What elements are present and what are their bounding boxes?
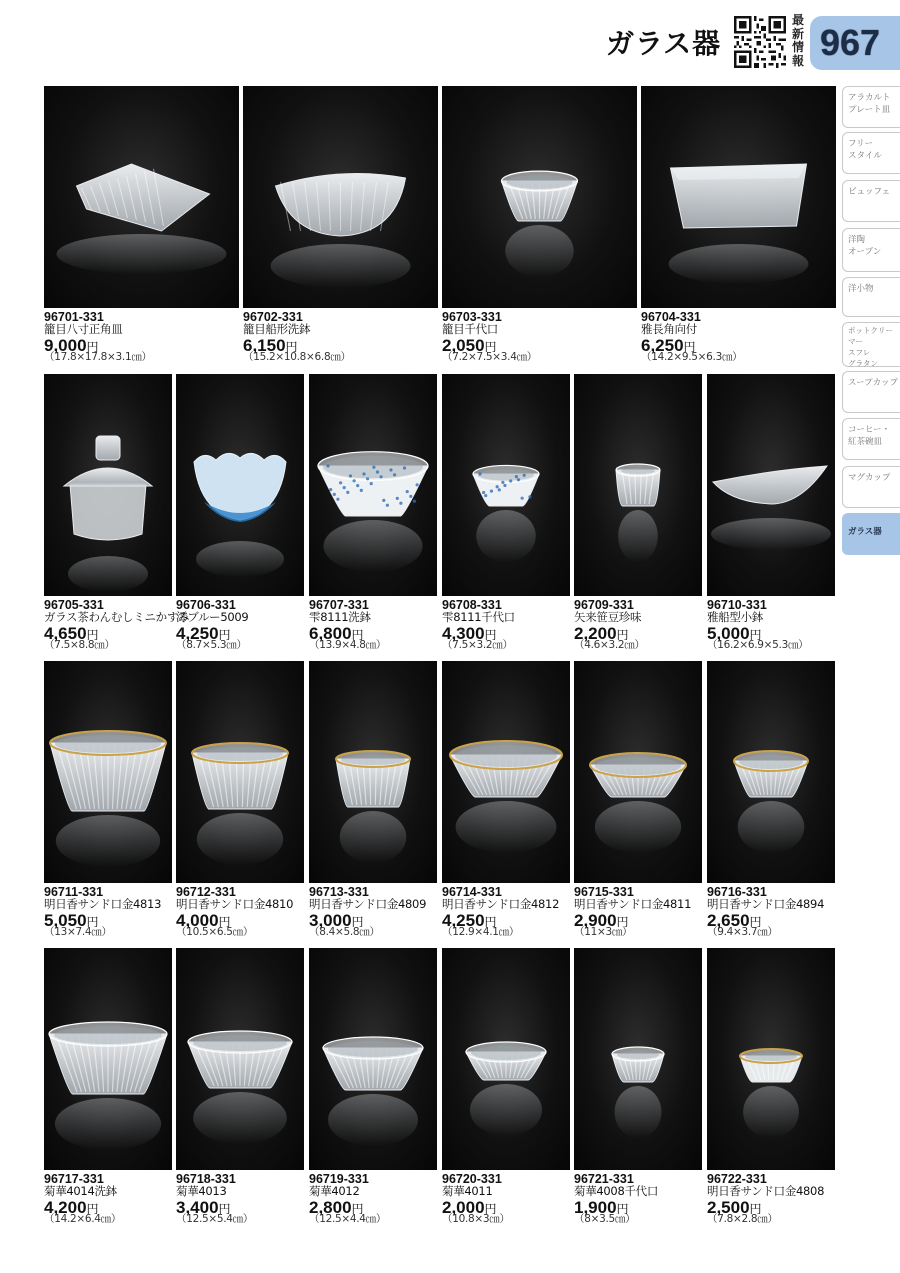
glass-blue-flower-bowl-icon xyxy=(176,374,304,596)
product-name: ガラス茶わんむしミニかすみ xyxy=(44,610,190,624)
product-photo xyxy=(44,374,172,596)
glass-rect-box-icon xyxy=(641,86,836,308)
yen-unit: 円 xyxy=(616,915,629,929)
price-value: 3,000 xyxy=(309,911,352,930)
product-code: 96721-331 xyxy=(574,1172,634,1186)
glass-speckled-bowl-icon xyxy=(309,374,437,596)
product-name: 籠目船形洗鉢 xyxy=(243,322,311,336)
product-photo xyxy=(309,661,437,883)
product-price xyxy=(176,911,308,930)
product-photo xyxy=(243,86,438,308)
page-number-tab xyxy=(810,16,900,70)
yen-unit: 円 xyxy=(86,628,99,642)
product-size: （12.5×5.4㎝） xyxy=(176,1213,254,1225)
product-name: 籠目八寸正角皿 xyxy=(44,322,123,336)
glass-speckled-small-icon xyxy=(442,374,570,596)
product-name: 明日香サンド口金4812 xyxy=(442,897,560,911)
product-code: 96706-331 xyxy=(176,598,236,612)
product-info xyxy=(442,1173,574,1226)
glass-chrys-s-icon xyxy=(442,948,570,1170)
glass-gold-bowl-l-icon xyxy=(44,661,172,883)
product-size: （10.5×6.5㎝） xyxy=(176,926,254,938)
product-price xyxy=(574,1198,706,1217)
page-title: ガラス器 xyxy=(606,27,722,60)
product-price xyxy=(44,1198,176,1217)
yen-unit: 円 xyxy=(86,915,99,929)
product-photo xyxy=(44,661,172,883)
glass-gold-shallow-l-icon xyxy=(442,661,570,883)
yen-unit: 円 xyxy=(683,340,696,354)
product-photo xyxy=(707,661,835,883)
product-size: （12.9×4.1㎝） xyxy=(442,926,520,938)
product-size: （14.2×6.4㎝） xyxy=(44,1213,122,1225)
glass-lidded-cup-icon xyxy=(44,374,172,596)
price-value: 2,650 xyxy=(707,911,750,930)
price-value: 2,200 xyxy=(574,624,617,643)
product-size: （13.9×4.8㎝） xyxy=(309,639,387,651)
product-info xyxy=(707,1173,839,1226)
product-name: 雅船型小鉢 xyxy=(707,610,763,624)
tab-10[interactable]: ガラス器 xyxy=(842,513,900,555)
yen-unit: 円 xyxy=(616,628,629,642)
product-price xyxy=(176,1198,308,1217)
product-price xyxy=(707,624,839,643)
product-photo xyxy=(309,948,437,1170)
product-price xyxy=(309,1198,441,1217)
product-price xyxy=(44,911,176,930)
product-name: 明日香サンド口金4813 xyxy=(44,897,162,911)
price-value: 2,500 xyxy=(707,1198,750,1217)
glass-square-plate-icon xyxy=(44,86,239,308)
product-name: 菊華4013 xyxy=(176,1184,227,1198)
price-value: 9,000 xyxy=(44,336,87,355)
price-value: 2,900 xyxy=(574,911,617,930)
qr-code-icon[interactable] xyxy=(734,16,786,68)
product-code: 96703-331 xyxy=(442,310,502,324)
product-price xyxy=(176,624,308,643)
yen-unit: 円 xyxy=(484,1202,497,1216)
product-photo xyxy=(44,948,172,1170)
tab-3[interactable]: ビュッフェ xyxy=(842,180,900,222)
glass-gold-tiny-icon xyxy=(707,948,835,1170)
product-code: 96717-331 xyxy=(44,1172,104,1186)
product-name: 籠目千代口 xyxy=(442,322,498,336)
glass-gold-shallow-s-icon xyxy=(707,661,835,883)
price-value: 4,300 xyxy=(442,624,485,643)
product-info xyxy=(44,598,190,652)
product-size: （11×3㎝） xyxy=(574,926,633,938)
product-name: 矢来笹豆珍味 xyxy=(574,610,642,624)
product-photo xyxy=(442,948,570,1170)
product-size: （16.2×6.9×5.3㎝） xyxy=(707,639,809,651)
product-price xyxy=(442,1198,574,1217)
product-size: （7.2×7.5×3.4㎝） xyxy=(442,351,537,363)
yen-unit: 円 xyxy=(285,340,298,354)
glass-chrys-m2-icon xyxy=(309,948,437,1170)
tab-6[interactable]: ポットクリーマー スフレ グラタン xyxy=(842,322,900,367)
product-info xyxy=(574,886,706,939)
price-value: 3,400 xyxy=(176,1198,219,1217)
price-value: 5,050 xyxy=(44,911,87,930)
product-size: （8.7×5.3㎝） xyxy=(176,639,247,651)
product-info xyxy=(309,599,441,652)
product-code: 96701-331 xyxy=(44,310,104,324)
product-name: 明日香サンド口金4810 xyxy=(176,897,294,911)
product-info xyxy=(574,1173,706,1226)
product-photo xyxy=(574,948,702,1170)
product-info xyxy=(176,886,308,939)
product-price xyxy=(442,336,641,355)
glass-long-boat-icon xyxy=(707,374,835,596)
price-value: 6,250 xyxy=(641,336,684,355)
product-info xyxy=(574,599,706,652)
product-info xyxy=(243,311,442,364)
glass-cut-cup-icon xyxy=(574,374,702,596)
product-price xyxy=(44,624,176,643)
price-value: 2,000 xyxy=(442,1198,485,1217)
yen-unit: 円 xyxy=(351,1202,364,1216)
product-photo xyxy=(641,86,836,308)
product-photo xyxy=(574,661,702,883)
product-photo xyxy=(44,86,239,308)
product-info xyxy=(44,886,176,939)
price-value: 6,800 xyxy=(309,624,352,643)
glass-gold-bowl-m-icon xyxy=(176,661,304,883)
product-price xyxy=(574,624,706,643)
product-name: 雫8111千代口 xyxy=(442,610,515,624)
product-code: 96713-331 xyxy=(309,885,369,899)
product-info xyxy=(44,1173,176,1226)
yen-unit: 円 xyxy=(86,340,99,354)
product-price xyxy=(707,1198,839,1217)
tab-2[interactable]: フリー スタイル xyxy=(842,132,900,174)
product-info xyxy=(309,886,441,939)
price-value: 1,900 xyxy=(574,1198,617,1217)
product-code: 96709-331 xyxy=(574,598,634,612)
page-number: 967 xyxy=(820,22,881,63)
product-size: （7.8×2.8㎝） xyxy=(707,1213,778,1225)
glass-chrys-l-icon xyxy=(44,948,172,1170)
tab-7[interactable]: スープカップ xyxy=(842,371,900,413)
product-name: 雫8111洗鉢 xyxy=(309,610,371,624)
product-size: （13×7.4㎝） xyxy=(44,926,112,938)
product-size: （17.8×17.8×3.1㎝） xyxy=(44,351,152,363)
product-info xyxy=(641,311,840,364)
price-value: 2,050 xyxy=(442,336,485,355)
yen-unit: 円 xyxy=(484,915,497,929)
product-photo xyxy=(574,374,702,596)
yen-unit: 円 xyxy=(749,1202,762,1216)
product-code: 96710-331 xyxy=(707,598,767,612)
product-code: 96722-331 xyxy=(707,1172,767,1186)
product-name: 澪ブルー5009 xyxy=(176,610,249,624)
product-code: 96707-331 xyxy=(309,598,369,612)
product-code: 96712-331 xyxy=(176,885,236,899)
product-photo xyxy=(707,374,835,596)
product-info xyxy=(442,886,574,939)
yen-unit: 円 xyxy=(218,915,231,929)
product-size: （8×3.5㎝） xyxy=(574,1213,636,1225)
product-size: （14.2×9.5×6.3㎝） xyxy=(641,351,743,363)
product-price xyxy=(243,336,442,355)
product-size: （8.4×5.8㎝） xyxy=(309,926,380,938)
product-photo xyxy=(442,86,637,308)
price-value: 4,650 xyxy=(44,624,87,643)
yen-unit: 円 xyxy=(218,1202,231,1216)
product-code: 96702-331 xyxy=(243,310,303,324)
product-info xyxy=(707,886,839,939)
glass-chrys-xs-icon xyxy=(574,948,702,1170)
product-code: 96704-331 xyxy=(641,310,701,324)
product-info xyxy=(442,599,574,652)
product-size: （7.5×8.8㎝） xyxy=(44,639,115,651)
product-code: 96714-331 xyxy=(442,885,502,899)
yen-unit: 円 xyxy=(351,628,364,642)
product-size: （10.8×3㎝） xyxy=(442,1213,510,1225)
yen-unit: 円 xyxy=(484,340,497,354)
price-value: 4,250 xyxy=(176,624,219,643)
product-name: 菊華4014洗鉢 xyxy=(44,1184,117,1198)
product-name: 明日香サンド口金4811 xyxy=(574,897,692,911)
product-name: 明日香サンド口金4808 xyxy=(707,1184,825,1198)
product-photo xyxy=(176,374,304,596)
product-size: （4.6×3.2㎝） xyxy=(574,639,645,651)
product-info xyxy=(442,311,641,364)
product-size: （9.4×3.7㎝） xyxy=(707,926,778,938)
product-price xyxy=(442,624,574,643)
yen-unit: 円 xyxy=(484,628,497,642)
product-code: 96715-331 xyxy=(574,885,634,899)
yen-unit: 円 xyxy=(218,628,231,642)
product-code: 96708-331 xyxy=(442,598,502,612)
product-info xyxy=(44,311,243,364)
product-photo xyxy=(442,661,570,883)
glass-gold-bowl-s-icon xyxy=(309,661,437,883)
product-price xyxy=(707,911,839,930)
product-info xyxy=(176,599,308,652)
product-code: 96705-331 xyxy=(44,598,104,612)
yen-unit: 円 xyxy=(749,628,762,642)
product-price xyxy=(442,911,574,930)
product-price xyxy=(309,911,441,930)
product-photo xyxy=(176,661,304,883)
product-code: 96711-331 xyxy=(44,885,104,899)
glass-small-bowl-icon xyxy=(442,86,637,308)
glass-boat-bowl-icon xyxy=(243,86,438,308)
price-value: 4,250 xyxy=(442,911,485,930)
product-photo xyxy=(309,374,437,596)
product-photo xyxy=(707,948,835,1170)
product-size: （12.5×4.4㎝） xyxy=(309,1213,387,1225)
product-price xyxy=(309,624,441,643)
yen-unit: 円 xyxy=(351,915,364,929)
product-name: 雅長角向付 xyxy=(641,322,697,336)
price-value: 5,000 xyxy=(707,624,750,643)
tab-8[interactable]: コーヒー・ 紅茶碗皿 xyxy=(842,418,900,460)
product-name: 菊華4012 xyxy=(309,1184,360,1198)
yen-unit: 円 xyxy=(749,915,762,929)
price-value: 2,800 xyxy=(309,1198,352,1217)
yen-unit: 円 xyxy=(616,1202,629,1216)
tab-1[interactable]: アラカルト プレート皿 xyxy=(842,86,900,128)
yen-unit: 円 xyxy=(86,1202,99,1216)
tab-4[interactable]: 洋陶 オーブン xyxy=(842,228,900,272)
price-value: 4,000 xyxy=(176,911,219,930)
glass-gold-shallow-m-icon xyxy=(574,661,702,883)
product-code: 96720-331 xyxy=(442,1172,502,1186)
product-name: 明日香サンド口金4894 xyxy=(707,897,825,911)
product-info xyxy=(176,1173,308,1226)
product-price xyxy=(44,336,243,355)
product-info xyxy=(309,1173,441,1226)
price-value: 4,200 xyxy=(44,1198,87,1217)
product-price xyxy=(574,911,706,930)
product-photo xyxy=(176,948,304,1170)
price-value: 6,150 xyxy=(243,336,286,355)
product-photo xyxy=(442,374,570,596)
tab-9[interactable]: マグカップ xyxy=(842,466,900,508)
product-price xyxy=(641,336,840,355)
product-code: 96716-331 xyxy=(707,885,767,899)
product-size: （7.5×3.2㎝） xyxy=(442,639,513,651)
product-code: 96718-331 xyxy=(176,1172,236,1186)
product-info xyxy=(707,599,839,652)
product-code: 96719-331 xyxy=(309,1172,369,1186)
glass-chrys-m-icon xyxy=(176,948,304,1170)
product-name: 菊華4008千代口 xyxy=(574,1184,659,1198)
product-size: （15.2×10.8×6.8㎝） xyxy=(243,351,351,363)
tab-5[interactable]: 洋小物 xyxy=(842,277,900,317)
product-name: 菊華4011 xyxy=(442,1184,493,1198)
qr-caption: 最新情報 xyxy=(792,13,805,68)
product-name: 明日香サンド口金4809 xyxy=(309,897,427,911)
